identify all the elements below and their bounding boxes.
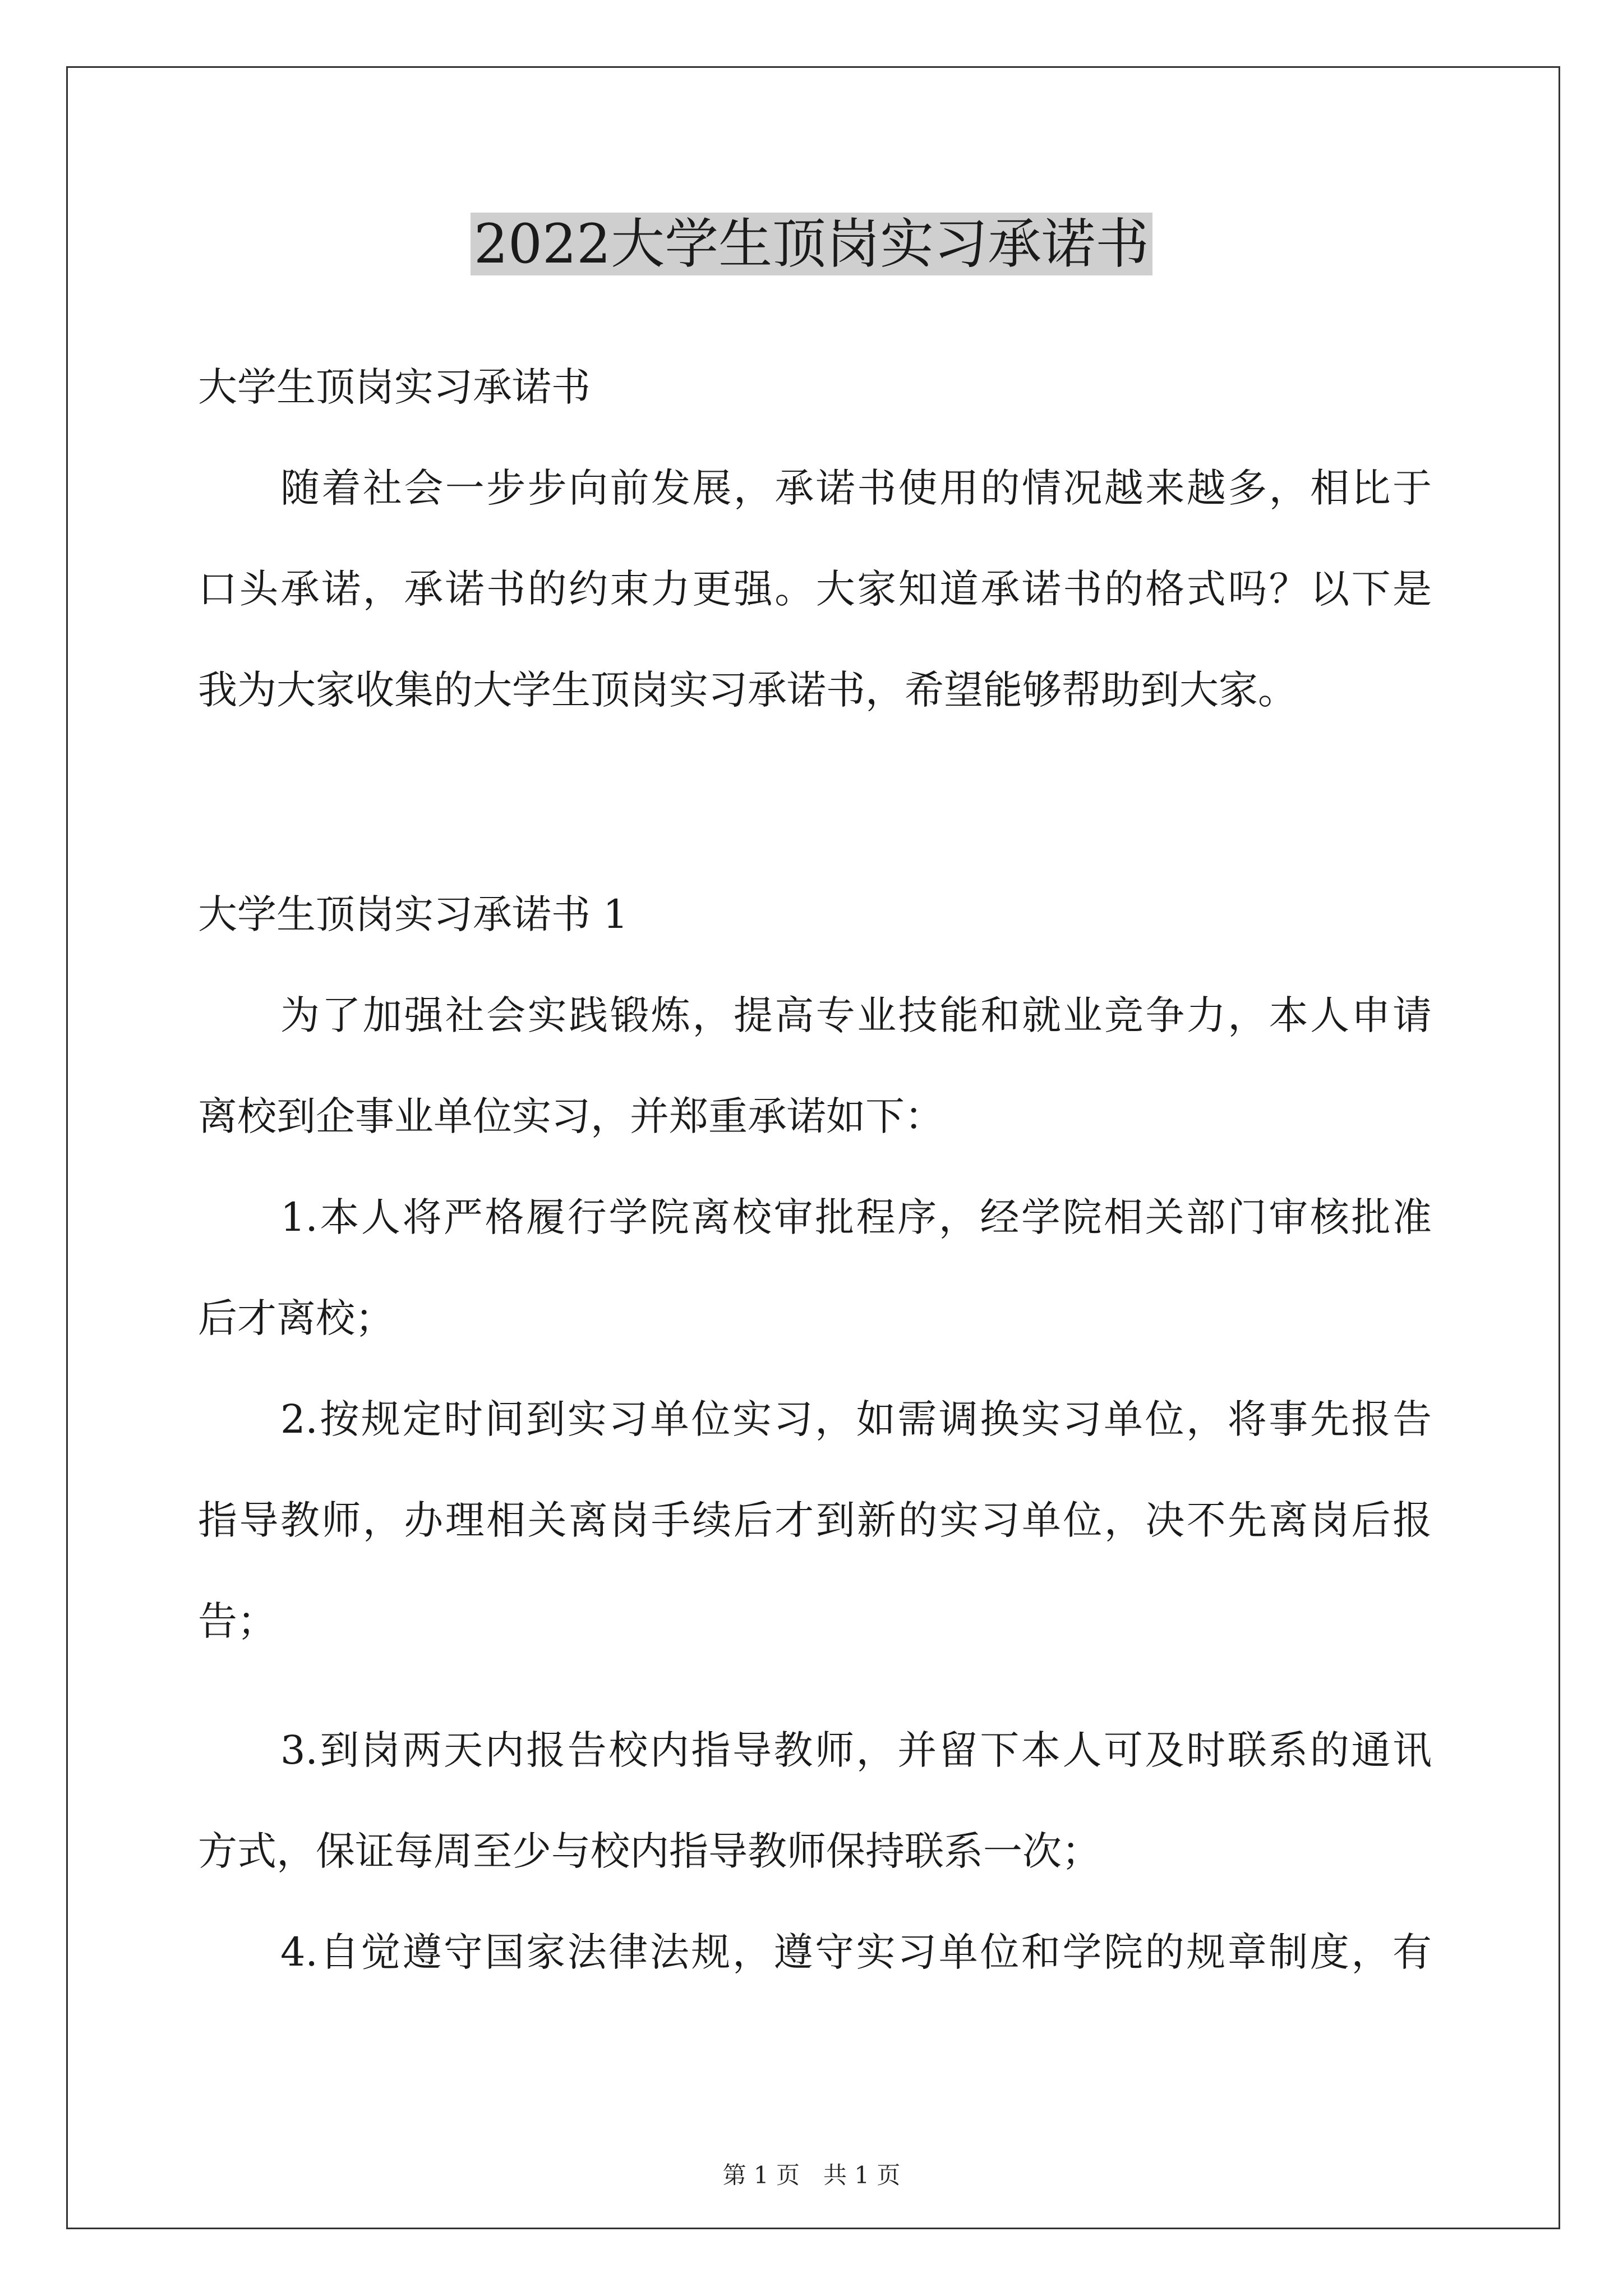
document-title [0, 208, 1623, 280]
paragraph-line: 为了加强社会实践锻炼，提高专业技能和就业竞争力，本人申请 [280, 992, 1432, 1038]
list-item-line: 4.自觉遵守国家法律法规，遵守实习单位和学院的规章制度，有 [280, 1929, 1432, 1975]
list-item-line: 后才离校； [198, 1295, 394, 1341]
list-item-line: 1.本人将严格履行学院离校审批程序，经学院相关部门审核批准 [280, 1194, 1432, 1240]
page-footer: 第 1 页 共 1 页 [722, 2161, 901, 2189]
document-title-text: 2022大学生顶岗实习承诺书 [471, 213, 1152, 275]
list-item-line: 2.按规定时间到实习单位实习，如需调换实习单位，将事先报告 [280, 1396, 1432, 1442]
section-heading: 大学生顶岗实习承诺书 1 [198, 891, 628, 937]
section-heading: 大学生顶岗实习承诺书 [198, 364, 591, 410]
paragraph-line: 我为大家收集的大学生顶岗实习承诺书，希望能够帮助到大家。 [198, 667, 1297, 713]
paragraph-line: 口头承诺，承诺书的约束力更强。大家知道承诺书的格式吗？以下是 [198, 566, 1432, 612]
list-item-line: 指导教师，办理相关离岗手续后才到新的实习单位，决不先离岗后报 [198, 1497, 1432, 1543]
paragraph-line: 随着社会一步步向前发展，承诺书使用的情况越来越多，相比于 [280, 465, 1432, 511]
list-item-line: 方式，保证每周至少与校内指导教师保持联系一次； [198, 1828, 1101, 1874]
list-item-line: 告； [198, 1598, 276, 1644]
list-item-line: 3.到岗两天内报告校内指导教师，并留下本人可及时联系的通讯 [280, 1727, 1432, 1773]
paragraph-line: 离校到企事业单位实习，并郑重承诺如下： [198, 1093, 944, 1139]
